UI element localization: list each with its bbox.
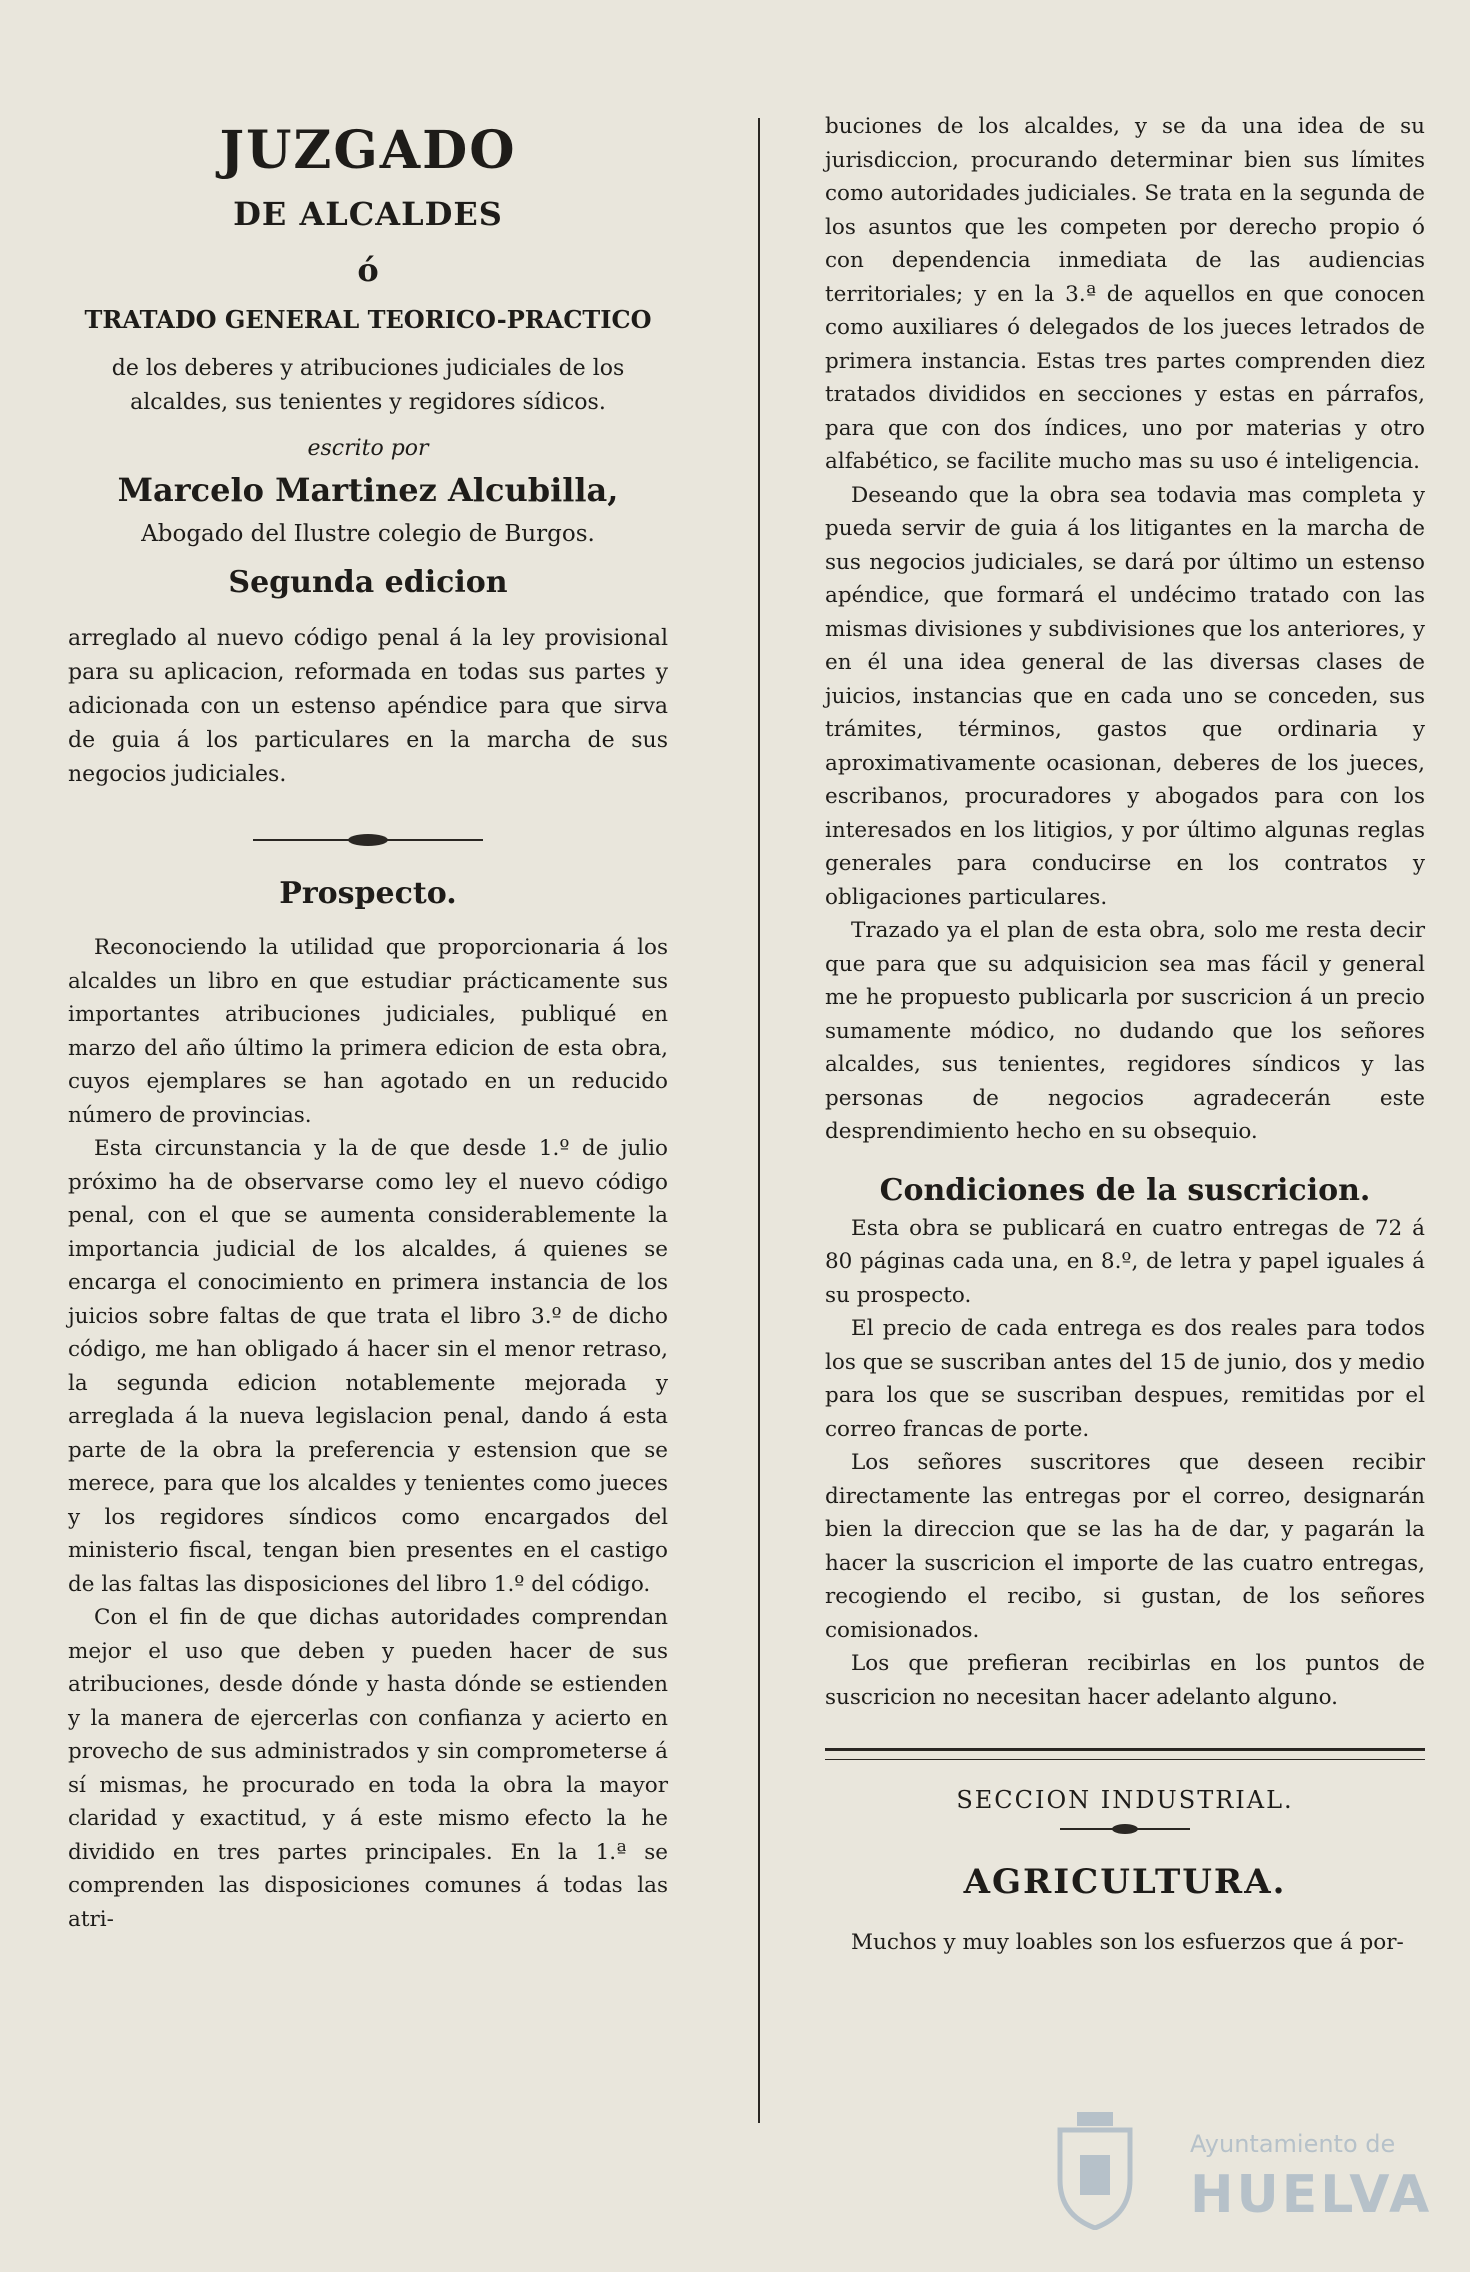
edition-title: Segunda edicion: [228, 565, 508, 600]
paragraph: buciones de los alcaldes, y se da una idea de su jurisdiccion, procurando determinar bien sus límites como autoridades judiciales. Se trata en la segunda de los asuntos que les competen por derecho propio ó con dependencia inmediata de las audiencias territoriales; y en la 3.ª de aquellos en que conocen como auxiliares ó delegados de los jueces letrados de primera instancia. Estas tres partes comprenden diez tratados divididos en secciones y estas en párrafos, para que con dos índices, uno por materias y otro alfabético, se facilite mucho mas su uso é inteligencia.: [825, 114, 1425, 474]
section-title: SECCION INDUSTRIAL.: [956, 1786, 1294, 1814]
edition-note: arreglado al nuevo código penal á la ley provisional para su aplicacion, reformada en todas sus partes y adicionada con un estenso apéndice para que sirva de guia á los particulares en la marcha de sus negocios judiciales.: [68, 626, 668, 787]
condition-paragraph: Los que prefieran recibirlas en los puntos de suscricion no necesitan hacer adelanto alguno.: [825, 1651, 1425, 1710]
left-column: [68, 110, 668, 1936]
watermark-line2: HUELVA: [1190, 2165, 1433, 2225]
right-column: [825, 110, 1425, 1960]
subtitle: DE ALCALDES: [233, 195, 503, 233]
conjunction: ó: [357, 251, 379, 289]
paragraph: Reconociendo la utilidad que proporcionaria á los alcaldes un libro en que estudiar prácticamente sus importantes atribuciones judiciales, publiqué en marzo del año último la primera edicion de esta obra, cuyos ejemplares se han agotado en un reducido número de provincias.: [68, 935, 668, 1128]
double-rule: [825, 1748, 1425, 1760]
author-affiliation: Abogado del Ilustre colegio de Burgos.: [141, 521, 595, 547]
condition-paragraph: El precio de cada entrega es dos reales para todos los que se suscriban antes del 15 de junio, dos y medio para los que se suscriban despues, remitidas por el correo francas de porte.: [825, 1316, 1425, 1442]
main-title: JUZGADO: [219, 120, 517, 181]
ornament-divider: [1060, 1824, 1190, 1834]
paragraph: Muchos y muy loables son los esfuerzos que á por-: [851, 1930, 1404, 1955]
prospect-heading: Prospecto.: [279, 876, 457, 911]
paragraph: Trazado ya el plan de esta obra, solo me resta decir que para que su adquisicion sea mas fácil y general me he propuesto publicarla por suscricion á un precio sumamente módico, no dudando que los señores alcaldes, sus tenientes, regidores síndicos y las personas de negocios agradecerán este desprendimiento hecho en su obsequio.: [825, 918, 1425, 1144]
column-rule: [758, 118, 760, 2123]
condition-paragraph: Esta obra se publicará en cuatro entregas de 72 á 80 páginas cada una, en 8.º, de letra y papel iguales á su prospecto.: [825, 1215, 1425, 1308]
watermark: [1055, 2110, 1433, 2240]
ornament-divider: [253, 834, 483, 846]
condition-paragraph: Los señores suscritores que deseen recibir directamente las entregas por el correo, designarán bien la direccion que se las ha de dar, y pagarán la hacer la suscricion el importe de las cuatro entregas, recogiendo el recibo, si gustan, de los señores comisionados.: [825, 1450, 1425, 1643]
written-by: escrito por: [307, 436, 429, 461]
conditions-heading: Condiciones de la suscricion.: [879, 1172, 1371, 1208]
treatise-description: de los deberes y atribuciones judiciales de los alcaldes, sus tenientes y regidores sídicos.: [111, 356, 625, 415]
paragraph: Deseando que la obra sea todavia mas completa y pueda servir de guia á los litigantes en la marcha de sus negocios judiciales, se dará por último un estenso apéndice, que formará el undécimo tratado con las mismas divisiones y subdivisiones que los anteriores, y en él una idea general de las diversas clases de juicios, instancias que en cada uno se conceden, sus trámites, términos, gastos que ordinaria y aproximativamente ocasionan, deberes de los jueces, escribanos, procuradores y abogados para con los interesados en los litigios, y por último algunas reglas generales para conducirse en los contratos y obligaciones particulares.: [825, 482, 1425, 910]
agriculture-heading: AGRICULTURA.: [963, 1862, 1287, 1902]
paragraph: Con el fin de que dichas autoridades comprendan mejor el uso que deben y pueden hacer de sus atribuciones, desde dónde y hasta dónde se estienden y la manera de ejercerlas con confianza y acierto en provecho de sus administrados y sin comprometerse á sí mismas, he procurado en toda la obra la mayor claridad y exactitud, y á este mismo efecto la he dividido en tres partes principales. En la 1.ª se comprenden las disposiciones comunes á todas las atri-: [68, 1605, 668, 1932]
author-name: Marcelo Martinez Alcubilla,: [117, 471, 619, 509]
watermark-line1: Ayuntamiento de: [1190, 2130, 1396, 2158]
treatise-title: TRATADO GENERAL TEORICO-PRACTICO: [84, 305, 652, 334]
coat-of-arms-icon: [1055, 2110, 1135, 2230]
paragraph: Esta circunstancia y la de que desde 1.º de julio próximo ha de observarse como ley el nuevo código penal, con el que se aumenta considerablemente la importancia judicial de los alcaldes, á quienes se encarga el conocimiento en primera instancia de los juicios sobre faltas de que trata el libro 3.º de dicho código, me han obligado á hacer sin el menor retraso, la segunda edicion notablemente mejorada y arreglada á la nueva legislacion penal, dando á esta parte de la obra la preferencia y estension que se merece, para que los alcaldes y tenientes como jueces y los regidores síndicos como encargados del ministerio fiscal, tengan bien presentes en el castigo de las faltas las disposiciones del libro 1.º del código.: [68, 1136, 668, 1597]
